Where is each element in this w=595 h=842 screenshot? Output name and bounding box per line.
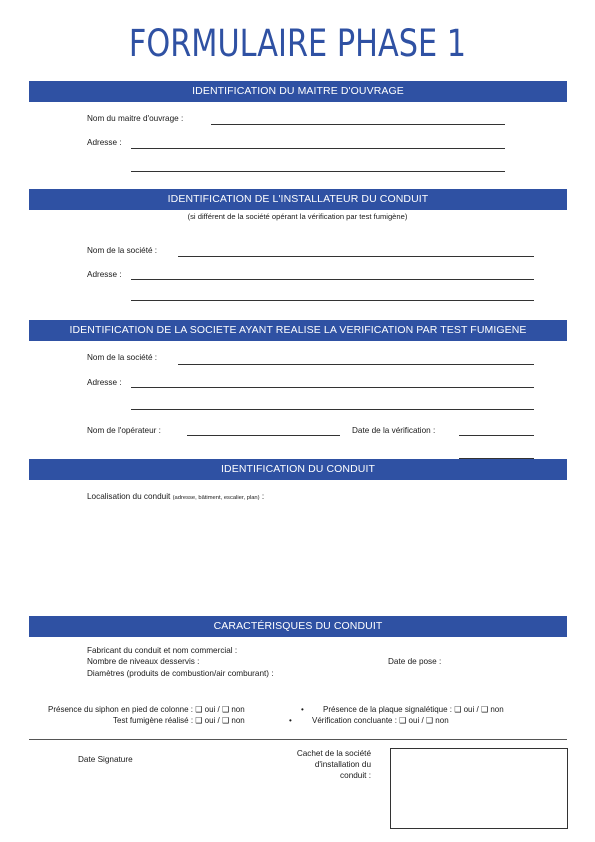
operator-name-field[interactable] bbox=[187, 435, 340, 436]
siphon-checkbox-group[interactable]: Présence du siphon en pied de colonne : ❑ oui / ❑ non bbox=[48, 705, 245, 714]
section-header-installer: IDENTIFICATION DE L'INSTALLATEUR DU CONDUIT bbox=[29, 189, 567, 210]
stamp-label bbox=[270, 748, 371, 781]
bullet-separator-1: • bbox=[301, 705, 304, 714]
verifier-address-label: Adresse : bbox=[87, 378, 122, 387]
owner-name-field[interactable] bbox=[211, 124, 505, 125]
installer-address-field-1[interactable] bbox=[131, 279, 534, 280]
installer-company-field[interactable] bbox=[178, 256, 534, 257]
conduit-location-hint: (adresse, bâtiment, escalier, plan) bbox=[172, 495, 260, 501]
page-title: FORMULAIRE PHASE 1 bbox=[128, 22, 467, 65]
conduit-location-colon: : bbox=[261, 492, 265, 501]
verifier-company-label: Nom de la société : bbox=[87, 353, 158, 362]
stamp-label-line-2: d'installation du bbox=[314, 760, 371, 769]
stamp-label-line-3: conduit : bbox=[340, 771, 371, 780]
operator-name-label: Nom de l'opérateur : bbox=[87, 426, 161, 435]
installer-address-field-2[interactable] bbox=[131, 300, 534, 301]
conclusive-checkbox-group[interactable]: Vérification concluante : ❑ oui / ❑ non bbox=[312, 716, 449, 725]
verification-date-field[interactable] bbox=[459, 435, 534, 436]
verification-date-label: Date de la vérification : bbox=[352, 426, 436, 435]
date-signature-label: Date Signature bbox=[78, 755, 133, 764]
levels-label: Nombre de niveaux desservis : bbox=[87, 657, 200, 666]
installer-note: (si différent de la société opérant la vérification par test fumigène) bbox=[187, 212, 408, 221]
section-header-owner: IDENTIFICATION DU MAITRE D'OUVRAGE bbox=[29, 81, 567, 102]
conduit-location-text: Localisation du conduit bbox=[87, 492, 171, 501]
verifier-address-field-1[interactable] bbox=[131, 387, 534, 388]
bullet-separator-2: • bbox=[289, 716, 292, 725]
installer-address-label: Adresse : bbox=[87, 270, 122, 279]
footer-divider bbox=[29, 739, 567, 740]
plate-checkbox-group[interactable]: Présence de la plaque signalétique : ❑ oui / ❑ non bbox=[323, 705, 504, 714]
owner-address-label: Adresse : bbox=[87, 138, 122, 147]
stamp-label-line-1: Cachet de la société bbox=[296, 749, 371, 758]
owner-name-label: Nom du maitre d'ouvrage : bbox=[87, 114, 184, 123]
stamp-box[interactable] bbox=[390, 748, 568, 829]
manufacturer-label: Fabricant du conduit et nom commercial : bbox=[87, 646, 238, 655]
owner-address-field-1[interactable] bbox=[131, 148, 505, 149]
installer-company-label: Nom de la société : bbox=[87, 246, 158, 255]
section-header-conduit: IDENTIFICATION DU CONDUIT bbox=[29, 459, 567, 480]
diameters-label: Diamètres (produits de combustion/air comburant) : bbox=[87, 669, 274, 678]
section-header-characteristics: CARACTÉRISQUES DU CONDUIT bbox=[29, 616, 567, 637]
owner-address-field-2[interactable] bbox=[131, 171, 505, 172]
verifier-company-field[interactable] bbox=[178, 364, 534, 365]
verifier-address-field-2[interactable] bbox=[131, 409, 534, 410]
conduit-location-label bbox=[87, 492, 264, 501]
section-header-verifier: IDENTIFICATION DE LA SOCIETE AYANT REALISE LA VERIFICATION PAR TEST FUMIGENE bbox=[29, 320, 567, 341]
smoke-test-checkbox-group[interactable]: Test fumigène réalisé : ❑ oui / ❑ non bbox=[113, 716, 245, 725]
install-date-label: Date de pose : bbox=[388, 657, 442, 666]
